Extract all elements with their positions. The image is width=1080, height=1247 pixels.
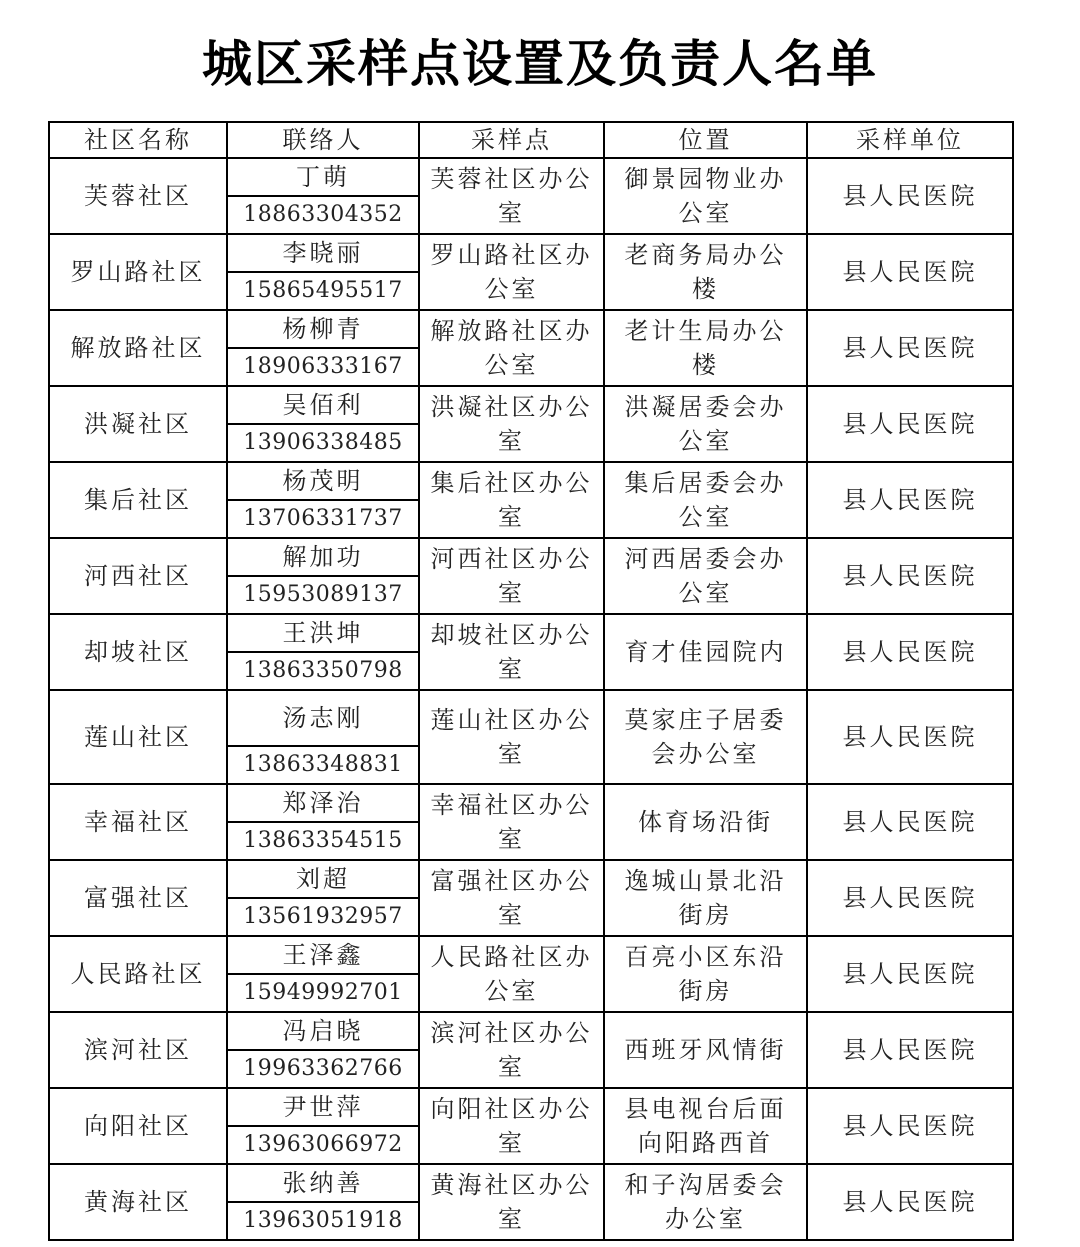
community-cell: 解放路社区 (49, 310, 227, 386)
phone-cell: 15865495517 (227, 272, 419, 310)
location-cell: 河西居委会办公室 (604, 538, 807, 614)
unit-cell: 县人民医院 (807, 936, 1013, 1012)
document-title: 城区采样点设置及负责人名单 (202, 34, 878, 93)
phone-cell: 18863304352 (227, 196, 419, 234)
community-cell: 罗山路社区 (49, 234, 227, 310)
table-row (49, 784, 1013, 822)
site-cell: 向阳社区办公室 (419, 1088, 604, 1164)
phone-cell: 18906333167 (227, 348, 419, 386)
site-cell: 解放路社区办公室 (419, 310, 604, 386)
phone-cell: 13863354515 (227, 822, 419, 860)
community-cell: 黄海社区 (49, 1164, 227, 1240)
contact-cell: 杨茂明 (227, 462, 419, 500)
phone-cell: 19963362766 (227, 1050, 419, 1088)
table-row (49, 462, 1013, 500)
contact-cell: 郑泽治 (227, 784, 419, 822)
phone-cell: 15953089137 (227, 576, 419, 614)
phone-cell: 13863350798 (227, 652, 419, 690)
location-cell: 百亮小区东沿街房 (604, 936, 807, 1012)
location-cell: 集后居委会办公室 (604, 462, 807, 538)
table-body (49, 158, 1013, 1240)
contact-cell: 丁萌 (227, 158, 419, 196)
header-site: 采样点 (419, 122, 604, 158)
unit-cell: 县人民医院 (807, 234, 1013, 310)
table-row (49, 158, 1013, 196)
table-row (49, 936, 1013, 974)
site-cell: 富强社区办公室 (419, 860, 604, 936)
table-row (49, 860, 1013, 898)
location-cell: 老商务局办公楼 (604, 234, 807, 310)
header-contact: 联络人 (227, 122, 419, 158)
contact-cell: 张纳善 (227, 1164, 419, 1202)
unit-cell: 县人民医院 (807, 690, 1013, 784)
site-cell: 集后社区办公室 (419, 462, 604, 538)
table-row (49, 1088, 1013, 1126)
contact-cell: 汤志刚 (227, 690, 419, 746)
site-cell: 人民路社区办公室 (419, 936, 604, 1012)
community-cell: 芙蓉社区 (49, 158, 227, 234)
contact-cell: 刘超 (227, 860, 419, 898)
community-cell: 富强社区 (49, 860, 227, 936)
sampling-sites-table (48, 121, 1014, 1241)
table-row (49, 234, 1013, 272)
community-cell: 幸福社区 (49, 784, 227, 860)
unit-cell: 县人民医院 (807, 614, 1013, 690)
table-row (49, 386, 1013, 424)
location-cell: 御景园物业办公室 (604, 158, 807, 234)
community-cell: 却坡社区 (49, 614, 227, 690)
unit-cell: 县人民医院 (807, 538, 1013, 614)
community-cell: 集后社区 (49, 462, 227, 538)
contact-cell: 李晓丽 (227, 234, 419, 272)
community-cell: 莲山社区 (49, 690, 227, 784)
community-cell: 滨河社区 (49, 1012, 227, 1088)
unit-cell: 县人民医院 (807, 310, 1013, 386)
site-cell: 芙蓉社区办公室 (419, 158, 604, 234)
site-cell: 河西社区办公室 (419, 538, 604, 614)
community-cell: 河西社区 (49, 538, 227, 614)
phone-cell: 13706331737 (227, 500, 419, 538)
unit-cell: 县人民医院 (807, 1164, 1013, 1240)
location-cell: 体育场沿街 (604, 784, 807, 860)
site-cell: 莲山社区办公室 (419, 690, 604, 784)
unit-cell: 县人民医院 (807, 1012, 1013, 1088)
location-cell: 县电视台后面向阳路西首 (604, 1088, 807, 1164)
table-header-row (49, 122, 1013, 158)
phone-cell: 15949992701 (227, 974, 419, 1012)
location-cell: 莫家庄子居委会办公室 (604, 690, 807, 784)
location-cell: 西班牙风情街 (604, 1012, 807, 1088)
site-cell: 罗山路社区办公室 (419, 234, 604, 310)
location-cell: 洪凝居委会办公室 (604, 386, 807, 462)
header-unit: 采样单位 (807, 122, 1013, 158)
phone-cell: 13906338485 (227, 424, 419, 462)
header-location: 位置 (604, 122, 807, 158)
contact-cell: 冯启晓 (227, 1012, 419, 1050)
contact-cell: 解加功 (227, 538, 419, 576)
contact-cell: 吴佰利 (227, 386, 419, 424)
unit-cell: 县人民医院 (807, 462, 1013, 538)
location-cell: 逸城山景北沿街房 (604, 860, 807, 936)
table-row (49, 1012, 1013, 1050)
location-cell: 育才佳园院内 (604, 614, 807, 690)
community-cell: 向阳社区 (49, 1088, 227, 1164)
site-cell: 黄海社区办公室 (419, 1164, 604, 1240)
unit-cell: 县人民医院 (807, 386, 1013, 462)
site-cell: 幸福社区办公室 (419, 784, 604, 860)
header-community: 社区名称 (49, 122, 227, 158)
site-cell: 洪凝社区办公室 (419, 386, 604, 462)
unit-cell: 县人民医院 (807, 784, 1013, 860)
unit-cell: 县人民医院 (807, 860, 1013, 936)
phone-cell: 13963051918 (227, 1202, 419, 1240)
table-row (49, 310, 1013, 348)
location-cell: 老计生局办公楼 (604, 310, 807, 386)
table-row (49, 538, 1013, 576)
community-cell: 洪凝社区 (49, 386, 227, 462)
table-row (49, 1164, 1013, 1202)
phone-cell: 13863348831 (227, 746, 419, 784)
contact-cell: 王泽鑫 (227, 936, 419, 974)
unit-cell: 县人民医院 (807, 1088, 1013, 1164)
contact-cell: 王洪坤 (227, 614, 419, 652)
table-row (49, 690, 1013, 746)
table-row (49, 614, 1013, 652)
contact-cell: 尹世萍 (227, 1088, 419, 1126)
site-cell: 却坡社区办公室 (419, 614, 604, 690)
community-cell: 人民路社区 (49, 936, 227, 1012)
site-cell: 滨河社区办公室 (419, 1012, 604, 1088)
phone-cell: 13963066972 (227, 1126, 419, 1164)
phone-cell: 13561932957 (227, 898, 419, 936)
location-cell: 和子沟居委会办公室 (604, 1164, 807, 1240)
unit-cell: 县人民医院 (807, 158, 1013, 234)
contact-cell: 杨柳青 (227, 310, 419, 348)
